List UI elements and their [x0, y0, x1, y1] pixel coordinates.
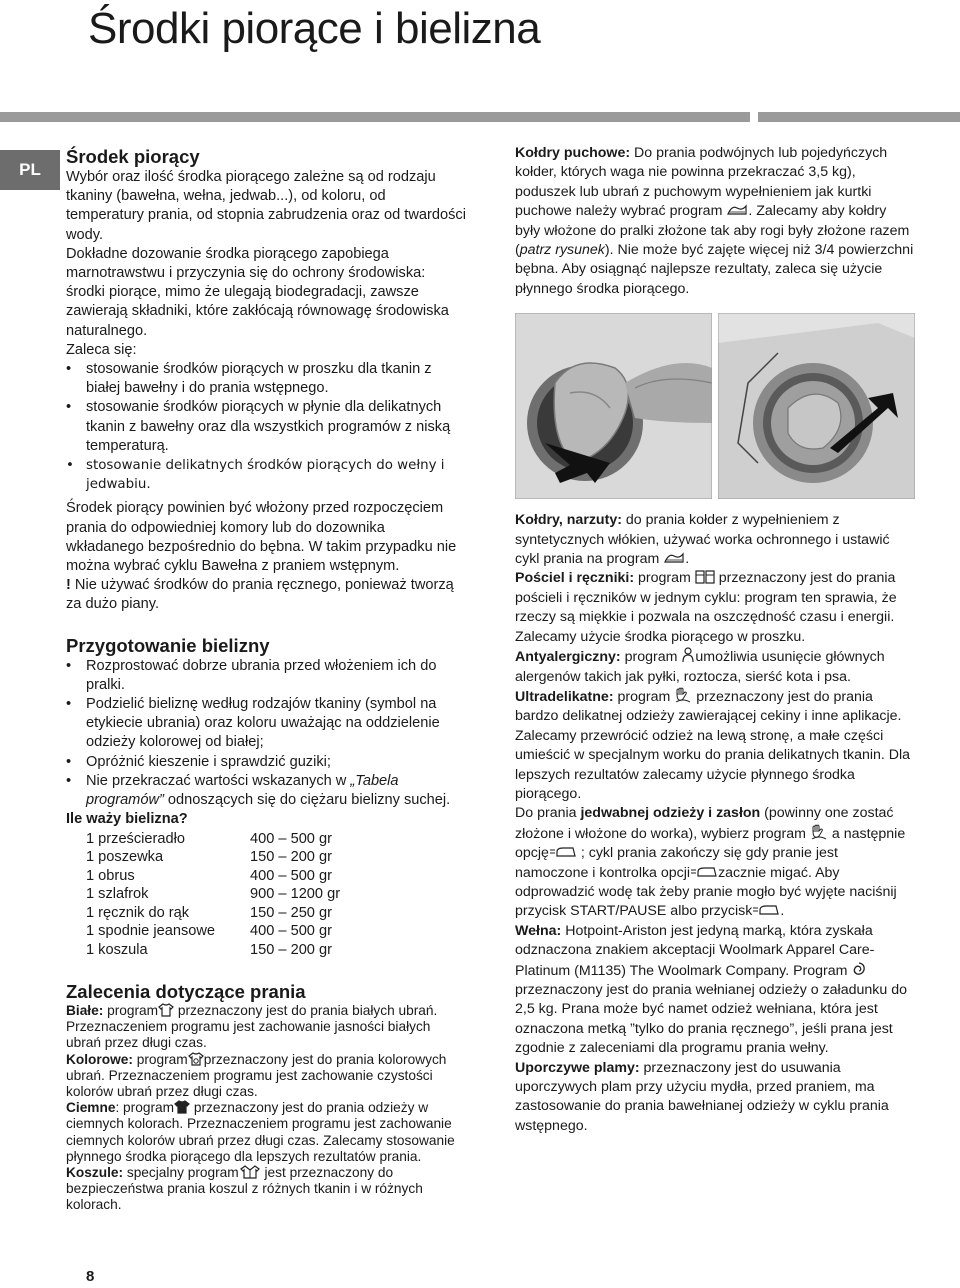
weight-item: 1 obrus [86, 867, 135, 884]
ultra-delicate-text [515, 687, 915, 804]
dark-post: przeznaczony jest do prania odzieży w ciemnych kolorach. Przeznaczeniem programu jest zachowanie ciemnych kolorów ubrań przez długi czas. Zalecamy stosowanie płynnego środka piorącego dla lepszych rezultatów prania. [66, 1100, 455, 1164]
right-column [515, 144, 915, 1136]
white-shirt-icon [158, 1003, 174, 1017]
duvets-pre: Do prania podwójnych lub pojedyńczych kołder, których waga nie powinna przekraczać 3,5 kg), poduszek lub ubrań z puchowym wypełnieniem jak kurtki puchowe należy wybrać program [515, 145, 888, 220]
stains-body: przeznaczony jest do usuwania uporczywych plam przy użyciu mydła, przed praniem, ma zastosowanie do prania bawełnianej odzieży w cyklu prania wstępnego. [515, 1059, 889, 1134]
weights-heading: Ile waży bielizna? [66, 811, 188, 828]
weight-item: 1 prześcieradło [86, 830, 185, 847]
photo-drum-arrow [718, 313, 915, 499]
iron-option-icon [690, 865, 718, 879]
bedding-towels-icon [695, 570, 715, 584]
anti-allergy-icon [681, 647, 695, 663]
shirts-pre: specjalny program [123, 1165, 239, 1181]
wool-post: przeznaczony jest do prania wełnianej odzieży o załadunku do 2,5 kg. Prana może być namet odzież wełniana, która jest oznaczona metką ”tylko do prania ręcznego”, jeśli prana jest zgodnie z zaleceniami dla programu prania wełny. [515, 982, 907, 1057]
silk-bold: jedwabnej odzieży i zasłon [580, 805, 761, 822]
page-number: 8 [86, 1268, 95, 1285]
detergent-heading: Środek piorący [66, 146, 200, 167]
dark-program-text [66, 1100, 466, 1165]
color-shirt-icon [188, 1052, 204, 1066]
detergent-dosage: Dokładne dozowanie środka piorącego zapobiega marnotrawstwu i przyczynia się do ochrony środowiska: środki piorące, mimo że ulegają biodegradacji, zawsze zawierają składniki, które zakłócają równowagę środowiska naturalnego. [66, 245, 449, 339]
hand-wash-icon [674, 687, 692, 703]
header-bar [0, 112, 960, 122]
detergent-placement: Środek piorący powinien być włożony przed rozpoczęciem prania do odpowiedniej komory lub do dozownika wkładanego bezpośrednio do bębna. W takim przypadku nie można wybrać cyklu Bawełna z praniem wstępnym. [66, 500, 457, 575]
weights-table [86, 830, 466, 960]
bedding-text [515, 569, 915, 647]
page-title: Środki piorące i bielizna [88, 4, 541, 53]
dark-shirt-icon [174, 1100, 190, 1114]
iron-option-icon [752, 903, 780, 917]
duvet-loading-illustration [515, 313, 915, 499]
woolmark-icon [851, 961, 867, 977]
white-label: Białe: [66, 1003, 104, 1018]
left-column [66, 146, 466, 1214]
white-pre: program [103, 1003, 159, 1018]
allergy-text [515, 647, 915, 687]
duvets-text [515, 144, 915, 299]
silk-pre: Do prania [515, 805, 581, 822]
detergent-warning [66, 576, 466, 614]
color-label: Kolorowe: [66, 1051, 133, 1067]
duvets-post: ). Nie może być zajęte więcej niż 3/4 powierzchni bębna. Aby osiągnąć najlepsze rezultaty, zaleca się użycie płynnego środka piorącego. [515, 242, 914, 297]
weight-value: 150 – 200 gr [250, 849, 332, 865]
warning-mark: ! [66, 577, 71, 594]
weight-value: 400 – 500 gr [250, 867, 332, 884]
weight-item: 1 ręcznik do rąk [86, 904, 190, 921]
bedding-post: przeznaczony jest do prania pościeli i ręczników w jednym cyklu: program ten sprawia, że rzeczy są miękkie i pozwala na oszczędność czasu i energii. Zalecamy użycie środka piorącego w proszku. [515, 570, 897, 645]
list-item: • stosowanie środków piorących w proszku dla tkanin z białej bawełny i do prania wstępnego. [66, 360, 466, 398]
list-item: • stosowanie środków piorących w płynie dla delikatnych tkanin z bawełny oraz dla wszystkich programów z niską temperaturą. [66, 398, 466, 456]
silk-mid3: ; cykl prania zakończy się gdy pranie jest namoczone i kontrolka opcji [515, 845, 838, 881]
table-row [86, 830, 466, 849]
shirt-program-icon [239, 1165, 261, 1179]
stains-label: Uporczywe plamy: [515, 1059, 640, 1076]
silk-post: zacznie migać. Aby odprowadzić wodę tak żeby pranie mogło być wyjęte naciśnij przycisk START/PAUSE albo przycisk [515, 864, 897, 920]
weight-value: 900 – 1200 gr [250, 886, 341, 902]
quilts-pre: do prania kołder z wypełnieniem z syntetycznych włókien, używać worka ochronnego i ustawić cykl prania na program [515, 512, 890, 568]
bedding-pre: program [634, 570, 691, 587]
duvets-italic: patrz rysunek [519, 242, 605, 259]
shirts-program-text [66, 1165, 466, 1214]
weight-value: 400 – 500 gr [250, 923, 332, 939]
table-row [86, 904, 466, 923]
white-program-text [66, 1003, 466, 1052]
table-row [86, 922, 466, 941]
silk-text [515, 804, 915, 921]
ultra-pre: program [613, 688, 671, 705]
table-row [86, 867, 466, 886]
white-post: przeznaczony jest do prania białych ubrań. Przeznaczeniem programu jest zachowanie jasności białych ubrań przez długi czas. [66, 1003, 438, 1051]
weight-value: 400 – 500 gr [250, 830, 332, 847]
wool-text [515, 922, 915, 1059]
weight-item: 1 spodnie jeansowe [86, 923, 216, 939]
list-item: • Podzielić bieliznę według rodzajów tkaniny (symbol na etykiecie ubrania) oraz koloru uważając na oddzielenie odzieży kolorowej od białej; [66, 695, 466, 753]
washing-heading: Zalecenia dotyczące prania [66, 981, 306, 1002]
silk-mid1: (powinny one zostać złożone i włożone do worka), wybierz program [515, 805, 894, 842]
silk-mid2: a następnie opcję [515, 825, 906, 862]
warning-text: Nie używać środków do prania ręcznego, ponieważ tworzą za dużo piany. [66, 577, 454, 613]
bedding-label: Pościel i ręczniki: [515, 570, 635, 587]
shirts-label: Koszule: [66, 1165, 124, 1181]
iron-option-icon [549, 845, 577, 859]
weight-item: 1 koszula [86, 941, 148, 958]
laundry-prep-bullets [66, 657, 466, 811]
weight-item: 1 poszewka [86, 849, 164, 865]
color-program-text [66, 1052, 466, 1101]
allergy-post: umożliwia usunięcie głównych alergenów takich jak pyłki, roztocza, sierść kota i psa. [515, 649, 885, 685]
weight-value: 150 – 200 gr [250, 941, 332, 958]
quilts-label: Kołdry, narzuty: [515, 512, 622, 529]
list-item: • Opróżnić kieszenie i sprawdzić guziki; [66, 753, 466, 772]
shirts-post: jest przeznaczony do bezpieczeństwa prania koszul z różnych tkanin i w różnych kolorach. [66, 1165, 423, 1213]
duvet-program-icon [663, 551, 685, 565]
duvet-program-icon [726, 203, 748, 217]
washing-recommendations [66, 1003, 466, 1214]
table-row [86, 941, 466, 960]
quilts-post: . [685, 551, 690, 568]
wool-label: Wełna: [515, 922, 562, 939]
language-tab: PL [0, 150, 60, 190]
table-row [86, 848, 466, 867]
bullet4-pre: Nie przekraczać wartości wskazanych w [86, 772, 351, 789]
color-post: przeznaczony jest do prania kolorowych ubrań. Przeznaczeniem programu jest zachowanie czystości kolorów ubrań przez długi czas. [66, 1051, 447, 1100]
table-row [86, 885, 466, 904]
list-item [66, 772, 466, 810]
detergent-intro: Wybór oraz ilość środka piorącego zależne są od rodzaju tkaniny (bawełna, wełna, jedwab...), od koloru, od temperatury prania, od stopnia zabrudzenia oraz od twardości wody. [66, 169, 466, 243]
duvets-label: Kołdry puchowe: [515, 145, 631, 161]
quilts-text [515, 511, 915, 569]
allergy-label: Antyalergiczny: [515, 649, 621, 666]
weight-item: 1 szlafrok [86, 886, 149, 902]
photo-front-loading [515, 313, 712, 499]
detergent-bullets [66, 360, 466, 494]
list-item: • Rozprostować dobrze ubrania przed włożeniem ich do pralki. [66, 657, 466, 695]
ultra-post: przeznaczony jest do prania bardzo delikatnej odzieży zawierającej cekiny i inne aplikacje. Zalecamy przewrócić odzież na lewą stronę, a małe części umieścić w specjalnym worku do prania delikatnych tkanin. Dla lepszych rezultatów zalecamy użycie płynnego środka piorącego. [515, 688, 911, 802]
stains-text [515, 1059, 915, 1137]
silk-end: . [780, 903, 785, 920]
duvets-mid: . Zalecamy aby kołdry były włożone do pralki złożone tak aby rogi były złożone razem ( [515, 203, 910, 259]
hand-wash-icon [810, 824, 828, 840]
dark-pre: : program [115, 1100, 175, 1116]
weight-value: 150 – 250 gr [250, 904, 332, 921]
ultra-label: Ultradelikatne: [515, 688, 614, 705]
list-item: • stosowanie delikatnych środków piorących do wełny i jedwabiu. [66, 456, 466, 494]
bullet4-italic: „Tabela programów” [86, 772, 399, 809]
dark-label: Ciemne [66, 1100, 116, 1116]
wool-pre: Hotpoint-Ariston jest jedyną marką, która zyskała odznaczona znakiem akceptacji Woolmark Apparel Care-Platinum (M1135) The Woolmark Company. Program [515, 922, 875, 979]
laundry-prep-heading: Przygotowanie bielizny [66, 634, 270, 656]
header-bar-gap [750, 112, 758, 122]
detergent-recommend: Zaleca się: [66, 341, 137, 358]
allergy-pre: program [620, 649, 678, 666]
color-pre: program [132, 1051, 188, 1067]
bullet4-post: odnoszących się do ciężaru bielizny suchej. [163, 792, 451, 809]
